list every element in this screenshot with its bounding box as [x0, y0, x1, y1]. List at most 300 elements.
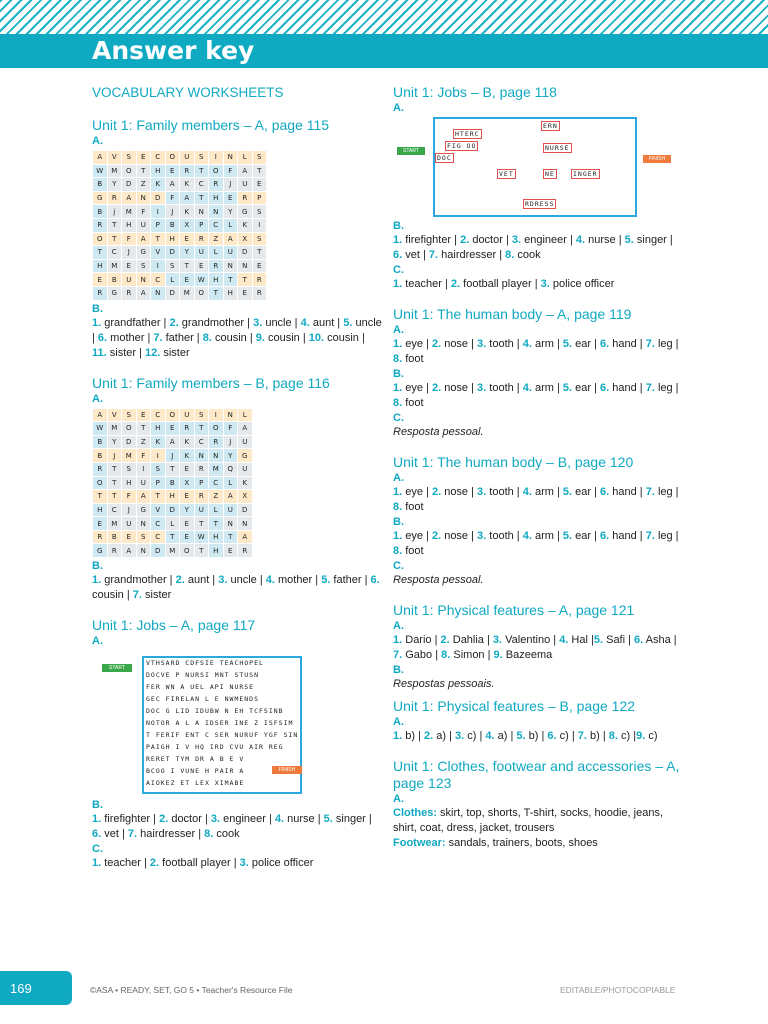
- answer-text: c): [645, 730, 658, 742]
- grid-cell: W: [194, 530, 209, 544]
- answer-number: 7.: [127, 828, 138, 841]
- grid-cell: Y: [107, 435, 122, 449]
- grid-cell: A: [180, 191, 195, 205]
- grid-cell: U: [136, 476, 151, 490]
- answer-number: 5.: [323, 813, 333, 826]
- footer-editable: EDITABLE/PHOTOCOPIABLE: [560, 985, 676, 995]
- grid-cell: S: [165, 259, 180, 273]
- grid-cell: K: [151, 178, 166, 192]
- answer-number: 6.: [97, 331, 108, 344]
- answer-number: 2.: [450, 278, 461, 290]
- grid-cell: S: [252, 151, 267, 165]
- right-column: [393, 84, 683, 865]
- grid-cell: E: [238, 286, 253, 300]
- grid-cell: E: [194, 259, 209, 273]
- answer-text: firefighter |: [402, 234, 461, 246]
- jobs-b-label-a: A.: [393, 102, 404, 114]
- answer-text: tooth |: [486, 486, 523, 498]
- finish-flag: FINISH: [643, 155, 671, 163]
- phys-a-label-b: B.: [393, 664, 404, 676]
- grid-cell: T: [252, 164, 267, 178]
- body-b-label-b: B.: [393, 516, 404, 528]
- body-b-answers-b: [393, 529, 683, 559]
- answer-text: vet |: [402, 249, 429, 261]
- answer-number: 8.: [441, 649, 451, 661]
- grid-cell: P: [194, 218, 209, 232]
- grid-cell: C: [194, 178, 209, 192]
- grid-cell: P: [151, 218, 166, 232]
- clothes-block: [393, 758, 683, 851]
- grid-cell: V: [151, 503, 166, 517]
- answer-text: nose |: [441, 382, 478, 394]
- grid-cell: V: [107, 408, 122, 422]
- grid-row: [93, 408, 253, 422]
- grid-cell: T: [136, 164, 151, 178]
- grid-cell: Z: [209, 490, 224, 504]
- answer-text: aunt |: [309, 316, 344, 329]
- grid-cell: E: [180, 490, 195, 504]
- answer-number: 5.: [562, 382, 573, 394]
- jobs-b-label-b: B.: [393, 220, 404, 232]
- grid-cell: D: [151, 544, 166, 558]
- phys-a-answers-a: [393, 633, 683, 663]
- answer-text: Hal |: [568, 634, 594, 646]
- answer-number: 3.: [492, 634, 503, 646]
- grid-cell: M: [180, 286, 195, 300]
- body-a-label-b: B.: [393, 368, 404, 380]
- grid-cell: T: [107, 218, 122, 232]
- answer-number: 8.: [393, 501, 403, 513]
- grid-cell: R: [238, 191, 253, 205]
- grid-cell: N: [223, 151, 238, 165]
- grid-cell: M: [107, 517, 122, 531]
- grid-cell: R: [93, 462, 108, 476]
- grid-cell: F: [165, 191, 180, 205]
- family-b-title: Unit 1: Family members – B, page 116: [92, 374, 330, 391]
- answer-text: firefighter |: [101, 813, 160, 826]
- grid-cell: T: [107, 490, 122, 504]
- grid-cell: L: [165, 273, 180, 287]
- answer-number: 3.: [477, 338, 487, 350]
- answer-text: hand |: [609, 530, 646, 542]
- answer-number: 6.: [600, 382, 610, 394]
- answer-number: 7.: [428, 249, 439, 261]
- grid-cell: M: [122, 449, 137, 463]
- answer-text: eye |: [402, 530, 432, 542]
- grid-cell: A: [93, 408, 108, 422]
- grid-cell: V: [107, 151, 122, 165]
- grid-cell: T: [151, 232, 166, 246]
- grid-cell: A: [165, 178, 180, 192]
- grid-cell: M: [107, 259, 122, 273]
- grid-cell: O: [122, 422, 137, 436]
- body-b-answer-c: Resposta pessoal.: [393, 574, 484, 586]
- left-column: [92, 84, 382, 885]
- grid-cell: L: [209, 503, 224, 517]
- answer-number: 9.: [636, 730, 646, 742]
- clothes-title: Unit 1: Clothes, footwear and accessories – A, page 123: [393, 758, 680, 791]
- grid-cell: L: [223, 476, 238, 490]
- answer-text: cook: [213, 828, 240, 841]
- grid-cell: E: [136, 408, 151, 422]
- grid-cell: B: [93, 449, 108, 463]
- grid-row: [93, 151, 267, 165]
- grid-cell: B: [93, 178, 108, 192]
- answer-number: 3.: [477, 382, 487, 394]
- grid-cell: A: [238, 422, 253, 436]
- clothes-label-a: A.: [393, 793, 404, 805]
- answer-text: c) |: [464, 730, 486, 742]
- family-b-answers-b: [92, 573, 382, 603]
- answer-text: Valentino |: [502, 634, 560, 646]
- puzzle-row: BCOO I VUNE H PAIR A: [146, 767, 245, 776]
- grid-cell: E: [180, 232, 195, 246]
- phys-b-label-a: A.: [393, 716, 404, 728]
- answer-text: Simon |: [450, 649, 494, 661]
- grid-cell: R: [93, 530, 108, 544]
- grid-cell: H: [165, 490, 180, 504]
- grid-cell: B: [107, 530, 122, 544]
- grid-cell: P: [194, 476, 209, 490]
- grid-cell: L: [238, 151, 253, 165]
- page-title: Answer key: [92, 36, 255, 65]
- grid-cell: T: [136, 422, 151, 436]
- answer-text: ear |: [572, 382, 601, 394]
- grid-cell: R: [209, 435, 224, 449]
- grid-cell: I: [151, 259, 166, 273]
- answer-number: 8.: [204, 828, 214, 841]
- answer-text: mother |: [274, 574, 322, 587]
- answer-number: 9.: [255, 331, 265, 344]
- answer-text: grandmother |: [178, 316, 254, 329]
- grid-cell: C: [151, 273, 166, 287]
- answer-number: 3.: [477, 486, 487, 498]
- answer-number: 3.: [477, 530, 487, 542]
- grid-cell: I: [209, 408, 224, 422]
- family-a-title: Unit 1: Family members – A, page 115: [92, 117, 330, 133]
- grid-cell: T: [107, 476, 122, 490]
- grid-cell: A: [122, 544, 137, 558]
- answer-text: tooth |: [486, 382, 523, 394]
- grid-cell: G: [136, 246, 151, 260]
- start-flag: START: [102, 664, 132, 672]
- answer-text: mother |: [107, 331, 154, 344]
- answer-number: 2.: [169, 316, 179, 329]
- grid-cell: H: [223, 286, 238, 300]
- answer-number: 9.: [493, 649, 503, 661]
- jobs-b-answers-c: [393, 277, 683, 292]
- answer-text: cousin |: [324, 331, 365, 344]
- grid-cell: S: [136, 530, 151, 544]
- grid-cell: E: [180, 517, 195, 531]
- grid-cell: S: [122, 408, 137, 422]
- family-b-wordsearch: [92, 408, 253, 559]
- answer-text: sister: [160, 346, 190, 359]
- grid-row: [93, 273, 267, 287]
- jobs-b-title: Unit 1: Jobs – B, page 118: [393, 84, 557, 100]
- grid-cell: B: [165, 218, 180, 232]
- grid-cell: N: [136, 544, 151, 558]
- answer-number: 6.: [600, 486, 610, 498]
- grid-cell: R: [122, 286, 137, 300]
- grid-cell: S: [194, 408, 209, 422]
- grid-cell: R: [238, 544, 253, 558]
- grid-cell: Y: [223, 205, 238, 219]
- grid-row: [93, 503, 253, 517]
- puzzle-row: NOTOR A L A IDSER INE Z ISFSIM: [146, 719, 294, 728]
- jobs-a-label-a: A.: [92, 635, 103, 648]
- phys-a-label-a: A.: [393, 620, 404, 632]
- grid-cell: C: [151, 408, 166, 422]
- answer-text: eye |: [402, 486, 432, 498]
- grid-cell: A: [238, 530, 253, 544]
- grid-cell: A: [136, 286, 151, 300]
- grid-cell: Y: [180, 246, 195, 260]
- grid-cell: G: [93, 544, 108, 558]
- grid-row: [93, 517, 253, 531]
- body-a-answers-b: [393, 381, 683, 411]
- answer-number: 11.: [92, 346, 107, 359]
- grid-cell: K: [180, 178, 195, 192]
- family-a-label-a: A.: [92, 135, 103, 147]
- grid-cell: V: [151, 246, 166, 260]
- puzzle-row: GEC FIRELAN L E NWMENDS: [146, 695, 260, 704]
- answer-text: father |: [330, 574, 371, 587]
- maze-word: NURSE: [545, 144, 570, 152]
- family-a-wordsearch: [92, 150, 267, 301]
- grid-cell: L: [223, 218, 238, 232]
- footer-copyright: ©ASA • READY, SET, GO 5 • Teacher's Resource File: [90, 985, 293, 995]
- answer-text: Asha |: [643, 634, 677, 646]
- answer-text: nose |: [441, 338, 478, 350]
- grid-row: [93, 530, 253, 544]
- answer-number: 5.: [562, 486, 573, 498]
- answer-text: uncle |: [92, 316, 382, 344]
- grid-cell: O: [209, 164, 224, 178]
- body-b-block: [393, 454, 683, 588]
- grid-row: [93, 476, 253, 490]
- maze-word: RDRESS: [525, 200, 555, 208]
- grid-cell: R: [194, 462, 209, 476]
- grid-cell: A: [223, 490, 238, 504]
- answer-text: hairdresser |: [438, 249, 506, 261]
- family-a-label-b: B.: [92, 302, 103, 315]
- grid-cell: R: [107, 544, 122, 558]
- grid-cell: I: [136, 462, 151, 476]
- answer-number: 2.: [431, 530, 442, 542]
- grid-cell: M: [122, 205, 137, 219]
- answer-text: tooth |: [486, 530, 523, 542]
- answer-number: 3.: [210, 813, 221, 826]
- grid-row: [93, 286, 267, 300]
- puzzle-row: FER WN A UEL API NURSE: [146, 683, 255, 692]
- grid-cell: Y: [180, 503, 195, 517]
- grid-cell: S: [194, 151, 209, 165]
- grid-cell: U: [238, 462, 253, 476]
- grid-cell: E: [252, 178, 267, 192]
- answer-number: 2.: [431, 382, 442, 394]
- grid-cell: H: [122, 476, 137, 490]
- grid-cell: E: [165, 422, 180, 436]
- grid-cell: R: [194, 490, 209, 504]
- grid-cell: U: [122, 273, 137, 287]
- answer-number: 5.: [624, 234, 634, 246]
- answer-number: 8.: [608, 730, 618, 742]
- grid-cell: D: [151, 191, 166, 205]
- grid-row: [93, 449, 253, 463]
- answer-text: cousin |: [264, 331, 309, 344]
- grid-row: [93, 462, 253, 476]
- grid-cell: E: [122, 259, 137, 273]
- body-a-answer-c: Resposta pessoal.: [393, 426, 484, 438]
- grid-cell: I: [151, 449, 166, 463]
- answer-number: 4.: [300, 316, 310, 329]
- grid-cell: G: [93, 191, 108, 205]
- grid-cell: H: [209, 273, 224, 287]
- answer-number: 1.: [92, 857, 102, 870]
- grid-cell: H: [93, 503, 108, 517]
- answer-text: singer |: [332, 813, 372, 826]
- answer-text: sister |: [106, 346, 145, 359]
- grid-cell: R: [194, 232, 209, 246]
- grid-cell: T: [151, 490, 166, 504]
- grid-cell: N: [151, 286, 166, 300]
- grid-cell: H: [165, 232, 180, 246]
- grid-cell: N: [209, 205, 224, 219]
- grid-cell: K: [180, 449, 195, 463]
- grid-cell: E: [180, 530, 195, 544]
- answer-number: 2.: [440, 634, 450, 646]
- grid-cell: B: [165, 476, 180, 490]
- jobs-a-answers-b: [92, 812, 382, 842]
- grid-cell: X: [180, 218, 195, 232]
- grid-row: [93, 178, 267, 192]
- answer-text: leg |: [654, 486, 679, 498]
- answer-text: Bazeema: [502, 649, 553, 661]
- grid-cell: F: [136, 449, 151, 463]
- grid-cell: A: [136, 490, 151, 504]
- grid-cell: X: [180, 476, 195, 490]
- answer-text: Dario |: [402, 634, 441, 646]
- answer-text: uncle |: [227, 574, 266, 587]
- grid-cell: U: [194, 246, 209, 260]
- phys-a-answer-b: Respostas pessoais.: [393, 678, 495, 690]
- answer-number: 4.: [522, 486, 532, 498]
- phys-b-block: [393, 698, 683, 744]
- answer-number: 4.: [522, 530, 532, 542]
- grid-cell: C: [107, 246, 122, 260]
- grid-cell: D: [165, 503, 180, 517]
- grid-cell: N: [238, 259, 253, 273]
- answer-text: cousin |: [211, 331, 256, 344]
- grid-cell: E: [122, 530, 137, 544]
- answer-text: foot: [402, 353, 424, 365]
- puzzle-row: PAIGH I V HQ IRD CVU AIR REG: [146, 743, 284, 752]
- answer-text: vet |: [101, 828, 128, 841]
- grid-cell: N: [223, 517, 238, 531]
- answer-text: nurse |: [284, 813, 324, 826]
- answer-number: 10.: [308, 331, 325, 344]
- jobs-b-puzzle: [393, 115, 678, 219]
- grid-cell: H: [209, 544, 224, 558]
- answer-number: 2.: [175, 574, 185, 587]
- grid-cell: T: [209, 517, 224, 531]
- grid-cell: O: [165, 151, 180, 165]
- grid-cell: X: [238, 490, 253, 504]
- answer-number: 1.: [393, 730, 403, 742]
- answer-number: 4.: [485, 730, 495, 742]
- answer-text: aunt |: [184, 574, 219, 587]
- grid-cell: L: [165, 517, 180, 531]
- grid-cell: T: [165, 530, 180, 544]
- answer-number: 1.: [393, 530, 403, 542]
- grid-cell: T: [238, 273, 253, 287]
- grid-cell: G: [136, 503, 151, 517]
- finish-flag: FINISH: [272, 766, 302, 774]
- grid-cell: U: [223, 246, 238, 260]
- answer-number: 3.: [540, 278, 550, 290]
- answer-text: eye |: [402, 382, 432, 394]
- answer-number: 7.: [153, 331, 163, 344]
- answer-text: hand |: [609, 486, 646, 498]
- grid-cell: R: [209, 259, 224, 273]
- grid-cell: W: [93, 422, 108, 436]
- answer-number: 6.: [370, 574, 380, 587]
- grid-cell: K: [238, 218, 253, 232]
- grid-cell: N: [194, 449, 209, 463]
- answer-number: 2.: [424, 730, 434, 742]
- answer-number: 1.: [393, 634, 403, 646]
- answer-number: 3.: [218, 574, 228, 587]
- grid-cell: T: [194, 164, 209, 178]
- grid-cell: B: [93, 435, 108, 449]
- answer-text: arm |: [531, 486, 563, 498]
- grid-cell: G: [107, 286, 122, 300]
- grid-cell: T: [194, 422, 209, 436]
- grid-cell: T: [180, 259, 195, 273]
- body-b-answers-a: [393, 485, 683, 515]
- body-b-label-c: C.: [393, 560, 404, 572]
- grid-cell: j: [107, 205, 122, 219]
- answer-number: 8.: [505, 249, 515, 261]
- answer-number: 4.: [265, 574, 275, 587]
- answer-number: 4.: [522, 382, 532, 394]
- grid-cell: C: [151, 530, 166, 544]
- section-heading: VOCABULARY WORKSHEETS: [92, 85, 284, 100]
- answer-text: nose |: [441, 530, 478, 542]
- grid-cell: L: [238, 408, 253, 422]
- answer-text: hairdresser |: [137, 828, 205, 841]
- grid-cell: J: [122, 246, 137, 260]
- answer-text: tooth |: [486, 338, 523, 350]
- grid-cell: N: [136, 273, 151, 287]
- grid-cell: F: [122, 232, 137, 246]
- answer-number: 7.: [393, 649, 403, 661]
- grid-cell: M: [107, 164, 122, 178]
- grid-cell: H: [122, 218, 137, 232]
- grid-cell: M: [165, 544, 180, 558]
- grid-cell: D: [165, 286, 180, 300]
- grid-cell: L: [209, 246, 224, 260]
- grid-cell: O: [165, 408, 180, 422]
- answer-text: arm |: [531, 382, 563, 394]
- grid-cell: N: [136, 191, 151, 205]
- puzzle-row: VTHSARD CDFSIE TEACHOPEL: [146, 659, 264, 668]
- answer-number: 1.: [92, 316, 102, 329]
- grid-cell: E: [223, 191, 238, 205]
- grid-cell: T: [107, 232, 122, 246]
- grid-row: [93, 191, 267, 205]
